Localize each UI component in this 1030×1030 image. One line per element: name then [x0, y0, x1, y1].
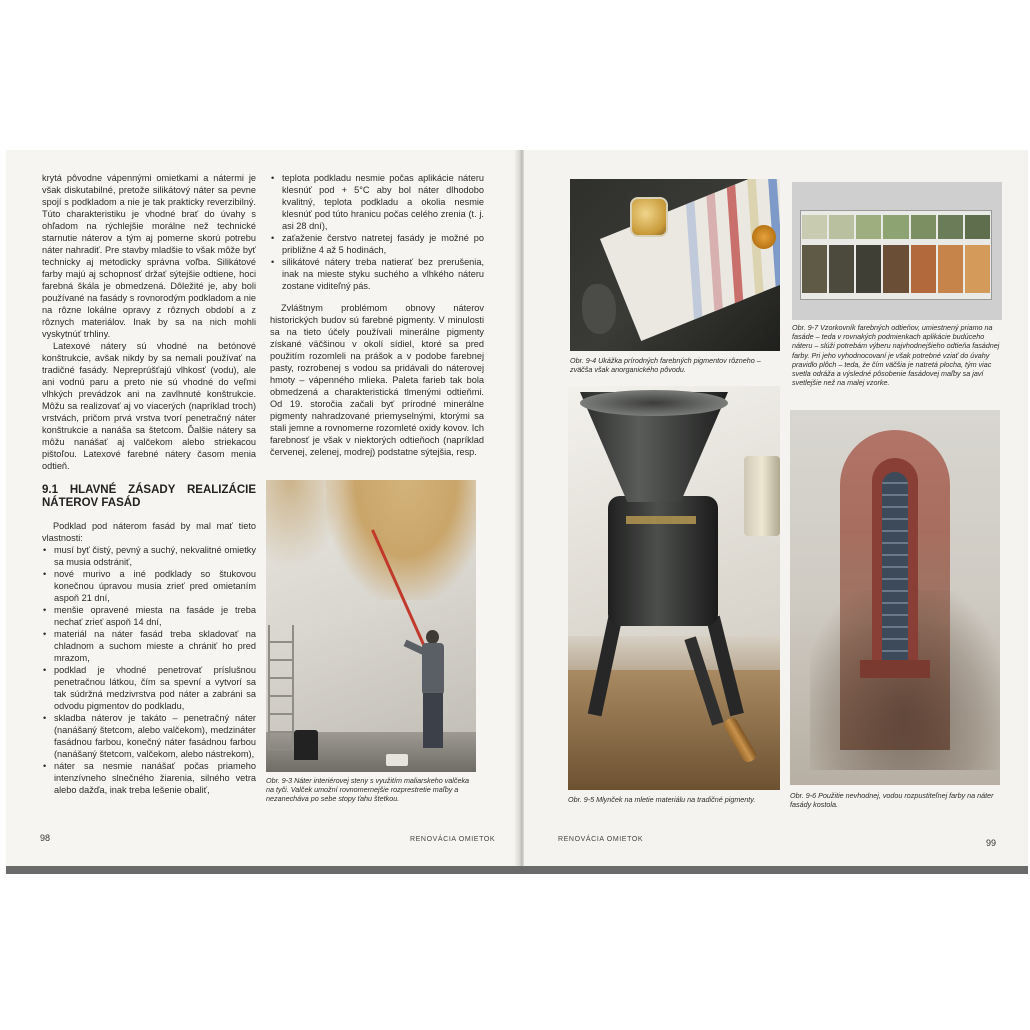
page-number-right: 99	[986, 838, 997, 848]
list-item: • náter sa nesmie nanášať počas priameho intenzívneho slnečného žiarenia, silného vetra alebo dažďa, inak treba lešenie obaliť,	[42, 760, 256, 796]
pigment-jar	[630, 197, 668, 237]
color-swatch	[856, 215, 881, 239]
color-swatch	[938, 215, 963, 239]
photo-pigments	[570, 179, 780, 351]
photo-church-window	[790, 410, 1000, 785]
color-swatch	[911, 245, 936, 293]
paragraph-podklad: Podklad pod náterom fasád by mal mať tieto vlastnosti:	[42, 521, 256, 543]
pigment-stripe	[727, 184, 746, 334]
list-item: • skladba náterov je takáto – penetračný náter (nanášaný štetcom, alebo valčekom), medzináter fasádnou farbou, konečný náter fasádnou farbou (nanášaný štetcom, valčekom, alebo nástrekom),	[42, 712, 256, 760]
list-item: • materiál na náter fasád treba skladovať na chladnom a suchom mieste a chrániť ho pred mrazom,	[42, 628, 256, 664]
list-item: • musí byť čistý, pevný a suchý, nekvalitné omietky sa musia odstrániť,	[42, 544, 256, 568]
photo-wall-painting	[266, 480, 476, 772]
caption-9-4: Obr. 9-4 Ukážka prírodných farebných pigmentov rôzneho – zväčša však anorganického pôvodu.	[570, 356, 761, 375]
ladder-icon	[268, 625, 294, 750]
pigment-stripe	[706, 193, 725, 341]
list-item: • nové murivo a iné podklady so štukovou konečnou úpravou musia zrieť pred omietaním aspoň 21 dní,	[42, 568, 256, 604]
pigment-sample-sheet	[600, 179, 780, 341]
left-column-2	[270, 172, 484, 458]
caption-9-3: Obr. 9-3 Náter interiérovej steny s využitím maliarskeho valčeka na tyči. Valček umožní rovnomernejšie rozprestretie maľby a nezanecháva po sebe stopy ťahu štetkou.	[266, 776, 470, 804]
color-swatch	[883, 215, 908, 239]
painter-figure	[412, 630, 452, 750]
paragraph-latexove: Latexové nátery sú vhodné na betónové konštrukcie, avšak nikdy by sa nemali používať na tradičné fasády. Nepreprúšťajú vlhkosť (vodu), ale ani vodnú paru a preto nie sú vhodné do veľmi vlhkých prevádzok ani na zavlhnuté konštrukcie. Môžu sa realizovať aj vo viacerých (napríklad troch) vrstvách, pričom prvá vrstva tvorí penetračný náter konštrukcie a nanáša sa štetcom. Ďalšie nátery sa môžu nanášať aj valčekom alebo striekacou pištoľou. Latexové farebné nátery časom menia odtieň.	[42, 341, 256, 471]
book-spread	[6, 150, 1028, 874]
color-swatch	[911, 215, 936, 239]
running-head-right: RENOVÁCIA OMIETOK	[558, 836, 644, 843]
color-swatch	[829, 245, 854, 293]
section-heading: 9.1 HLAVNÉ ZÁSADY REALIZÁCIE NÁTEROV FASÁD	[42, 484, 256, 509]
pigment-powder	[752, 225, 776, 249]
caption-9-7: Obr. 9-7 Vzorkovník farebných odtieňov, umiestnený priamo na fasáde – teda v rovnakých podmienkach aplikácie budúceho náteru – slúži potrebám výberu najvhodnejšieho odtieňa fasádnej farby. Pri jeho vyhodnocovaní je však potrebné vziať do úvahy pravidlo plôch – teda, že čím väčšia je natretá plocha, tým viac svetla odráža a výsledné pôsobenie fasádovej maľby sa javí svetlejšie než na malej vzorke.	[792, 323, 1000, 388]
window-icon	[882, 472, 908, 662]
swatch-board	[800, 210, 992, 300]
color-swatch	[965, 215, 990, 239]
pigment-stripe	[768, 179, 780, 318]
paragraph-silikatove: krytá pôvodne vápennými omietkami a nátermi je však diskutabilné, pretože silikátový náter sa pevne spojí s podkladom a nie je tak prakticky reverzibilný. Túto charakteristiku je vhodné brať do úvahy s ohľadom na rýchlejšie morálne než technické starnutie náterov a tým aj pomerne skorú potrebu náter nahradiť. Pre stavby mladšie to však môže byť technicky aj metodicky správna voľba. Silikátové farby majú aj schopnosť držať sýtejšie odtiene, hoci farebná škála je obmedzená. Dôležité je, aby boli používané na fasády s rovnorodým podkladom a nie na rôzne lokálne opravy z rôznych období a z rôznych materiálov. Inak by sa na nich mohli vyskytnúť trhliny.	[42, 173, 256, 339]
pigment-stripe	[747, 179, 766, 326]
color-swatch	[938, 245, 963, 293]
list-item: • zaťaženie čerstvo natretej fasády je možné po približne 4 až 5 hodinách,	[270, 232, 484, 256]
page-number-left: 98	[40, 833, 51, 843]
left-page	[6, 150, 520, 866]
right-page	[524, 150, 1028, 866]
color-swatch	[883, 245, 908, 293]
running-head-left: RENOVÁCIA OMIETOK	[410, 836, 496, 843]
color-swatch	[802, 215, 827, 239]
color-swatch	[965, 245, 990, 293]
caption-9-5: Obr. 9-5 Mlynček na mletie materiálu na tradičné pigmenty.	[568, 795, 756, 804]
left-column-1	[42, 172, 256, 796]
list-item: • menšie opravené miesta na fasáde je treba nechať zrieť aspoň 14 dní,	[42, 604, 256, 628]
pigment-stripe	[686, 201, 705, 341]
photo-swatch-board	[792, 182, 1002, 320]
bullet-list-1	[42, 544, 256, 796]
list-item: • silikátové nátery treba natierať bez prerušenia, inak na mieste styku suchého a vlhkého náteru zostane viditeľný pás.	[270, 256, 484, 292]
list-item: • podklad je vhodné penetrovať príslušnou penetračnou látkou, čím sa spevní a vytvorí sa tak súdržná medzivrstva pod náter a zabráni sa odvodu pigmentov do podkladu,	[42, 664, 256, 712]
caption-9-6: Obr. 9-6 Použitie nevhodnej, vodou rozpustiteľnej farby na náter fasády kostola.	[790, 791, 994, 810]
color-swatch	[829, 215, 854, 239]
list-item: • teplota podkladu nesmie počas aplikácie náteru klesnúť pod + 5°C aby bol náter dlhodobo kvalitný, teplota podkladu a okolia nesmie klesnúť pod túto hranicu počas celého zrenia (t. j. asi 28 dní),	[270, 172, 484, 232]
photo-mill	[568, 386, 780, 790]
color-swatch	[856, 245, 881, 293]
bullet-list-2	[270, 172, 484, 292]
pigment-stone	[582, 284, 616, 334]
color-swatch	[802, 245, 827, 293]
paragraph-pigmenty: Zvláštnym problémom obnovy náterov historických budov sú farebné pigmenty. V minulosti sa na tieto účely používali minerálne pigmenty získané väčšinou v okolí sídiel, ktoré sa pred použitím rozomleli na prášok a v podobe farebnej pasty, rozrobenej s vodou sa pridávali do náterovej hmoty – vápenného mlieka. Paleta farieb tak bola obmedzená a charakteristická tlmenými odtieňmi. Od 19. storočia začali byť prírodné minerálne pigmenty nahradzované priemyselnými, ktorými sa stali jemne a rovnomerne rozomleté oxidy kovov. Ich farebnosť je však v niektorých odtieňoch (napríklad červenej, zelenej, modrej) podstatne sýtejšia, resp.	[270, 303, 484, 457]
